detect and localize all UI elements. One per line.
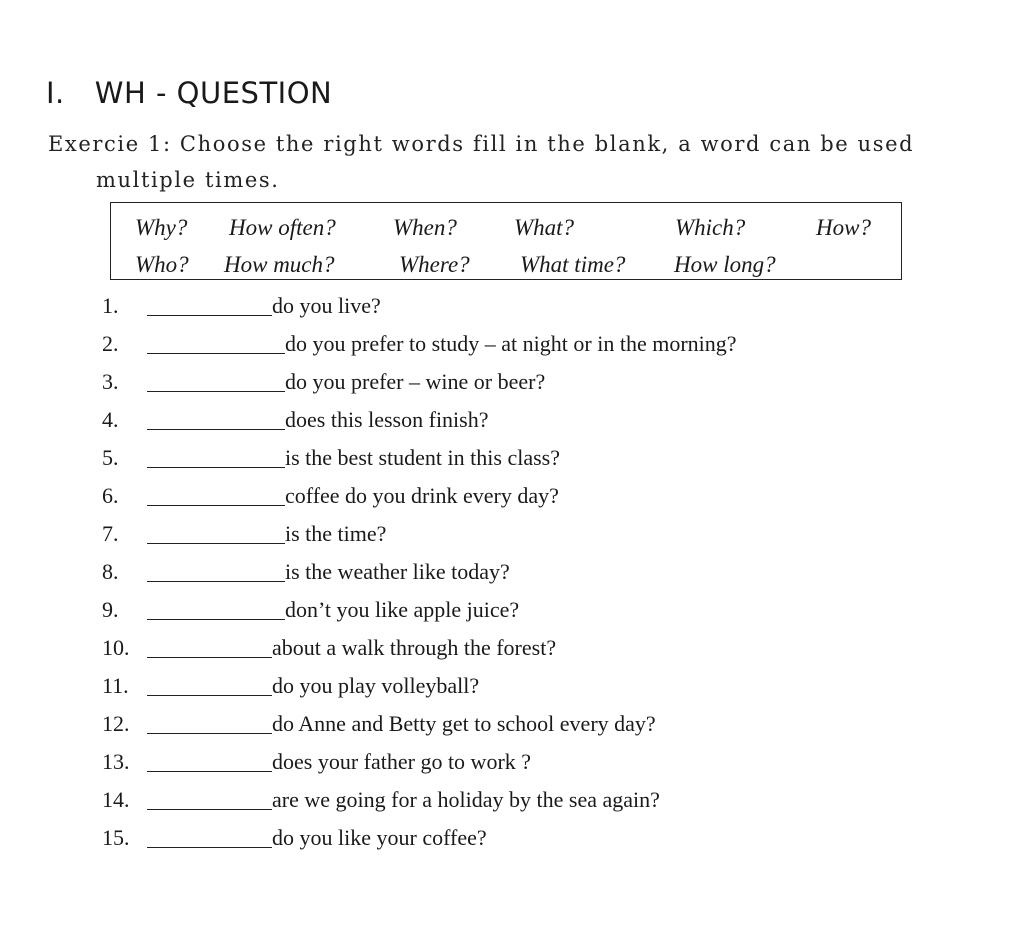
question-text: about a walk through the forest? bbox=[272, 635, 557, 660]
word-bank-item: Why? bbox=[135, 215, 188, 240]
question-text: do you play volleyball? bbox=[272, 673, 480, 698]
question-number: 1. bbox=[102, 293, 119, 318]
answer-blank[interactable] bbox=[147, 847, 272, 848]
question-number: 8. bbox=[102, 559, 119, 584]
answer-blank[interactable] bbox=[147, 505, 285, 506]
answer-blank[interactable] bbox=[147, 467, 285, 468]
question-number: 4. bbox=[102, 407, 119, 432]
exercise-instruction bbox=[48, 126, 948, 198]
word-bank-item: Who? bbox=[135, 252, 189, 277]
question-number: 10. bbox=[102, 635, 130, 660]
answer-blank[interactable] bbox=[147, 657, 272, 658]
question-text: do you like your coffee? bbox=[272, 825, 487, 850]
question-text: do you prefer to study – at night or in the morning? bbox=[285, 331, 737, 356]
word-bank-item: How long? bbox=[674, 252, 776, 277]
question-text: do you live? bbox=[272, 293, 381, 318]
question-text: don’t you like apple juice? bbox=[285, 597, 520, 622]
section-title bbox=[46, 76, 332, 110]
answer-blank[interactable] bbox=[147, 733, 272, 734]
word-bank-item: What? bbox=[514, 215, 575, 240]
word-bank-item: When? bbox=[393, 215, 457, 240]
question-number: 5. bbox=[102, 445, 119, 470]
question-text: does your father go to work ? bbox=[272, 749, 532, 774]
answer-blank[interactable] bbox=[147, 391, 285, 392]
word-bank-box bbox=[110, 202, 902, 280]
answer-blank[interactable] bbox=[147, 809, 272, 810]
question-number: 12. bbox=[102, 711, 130, 736]
instruction-line-2: multiple times. bbox=[96, 168, 280, 192]
answer-blank[interactable] bbox=[147, 581, 285, 582]
question-number: 15. bbox=[102, 825, 130, 850]
section-title-text: WH - QUESTION bbox=[94, 76, 333, 110]
question-text: is the best student in this class? bbox=[285, 445, 560, 470]
answer-blank[interactable] bbox=[147, 619, 285, 620]
word-bank-item: Where? bbox=[399, 252, 470, 277]
question-text: do Anne and Betty get to school every day? bbox=[272, 711, 656, 736]
answer-blank[interactable] bbox=[147, 543, 285, 544]
question-text: is the time? bbox=[285, 521, 387, 546]
word-bank-item: How often? bbox=[229, 215, 336, 240]
question-text: is the weather like today? bbox=[285, 559, 510, 584]
question-text: are we going for a holiday by the sea again? bbox=[272, 787, 660, 812]
answer-blank[interactable] bbox=[147, 315, 272, 316]
question-number: 2. bbox=[102, 331, 119, 356]
question-number: 14. bbox=[102, 787, 130, 812]
word-bank-item: Which? bbox=[675, 215, 746, 240]
answer-blank[interactable] bbox=[147, 771, 272, 772]
instruction-line-1: Exercie 1: Choose the right words fill in the blank, a word can be used bbox=[48, 132, 915, 156]
answer-blank[interactable] bbox=[147, 695, 272, 696]
question-number: 13. bbox=[102, 749, 130, 774]
question-number: 6. bbox=[102, 483, 119, 508]
question-text: do you prefer – wine or beer? bbox=[285, 369, 546, 394]
answer-blank[interactable] bbox=[147, 353, 285, 354]
question-number: 7. bbox=[102, 521, 119, 546]
section-number: I. bbox=[46, 76, 65, 110]
question-number: 11. bbox=[102, 673, 129, 698]
answer-blank[interactable] bbox=[147, 429, 285, 430]
question-number: 9. bbox=[102, 597, 119, 622]
word-bank-item: How much? bbox=[224, 252, 335, 277]
question-text: coffee do you drink every day? bbox=[285, 483, 559, 508]
question-text: does this lesson finish? bbox=[285, 407, 489, 432]
word-bank-item: What time? bbox=[520, 252, 626, 277]
word-bank-item: How? bbox=[816, 215, 871, 240]
question-number: 3. bbox=[102, 369, 119, 394]
